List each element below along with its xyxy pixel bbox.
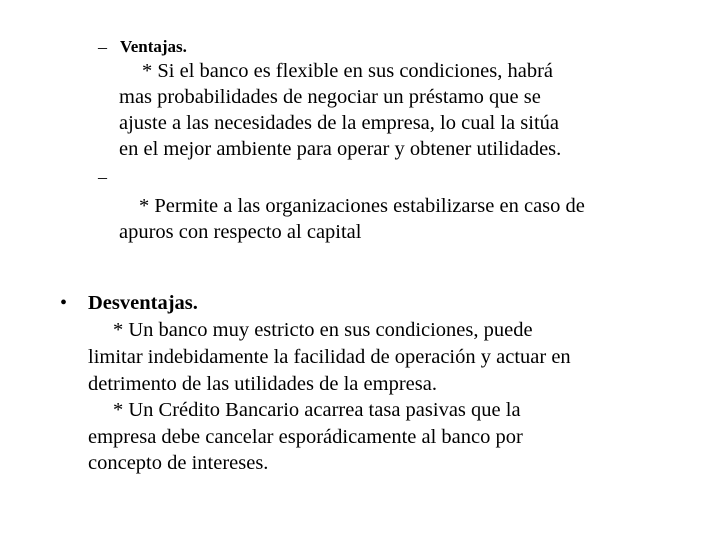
ventajas-paragraph-1-line-3: ajuste a las necesidades de la empresa, lo cual la sitúa bbox=[119, 112, 559, 134]
desventajas-heading: Desventajas. bbox=[88, 292, 198, 314]
desventajas-line-5: empresa debe cancelar esporádicamente al banco por bbox=[88, 426, 523, 448]
ventajas-dash-2: – bbox=[98, 167, 107, 187]
desventajas-line-6: concepto de intereses. bbox=[88, 452, 269, 474]
desventajas-line-1: * Un banco muy estricto en sus condiciones, puede bbox=[113, 319, 533, 341]
ventajas-dash: – bbox=[98, 37, 107, 57]
desventajas-line-2: limitar indebidamente la facilidad de operación y actuar en bbox=[88, 346, 571, 368]
desventajas-bullet: • bbox=[60, 292, 68, 314]
ventajas-heading: Ventajas. bbox=[120, 37, 187, 56]
ventajas-paragraph-2-line-1: * Permite a las organizaciones estabilizarse en caso de bbox=[139, 195, 585, 217]
ventajas-paragraph-2-line-2: apuros con respecto al capital bbox=[119, 221, 362, 243]
desventajas-line-3: detrimento de las utilidades de la empresa. bbox=[88, 373, 437, 395]
ventajas-paragraph-1-line-4: en el mejor ambiente para operar y obtener utilidades. bbox=[119, 138, 562, 160]
desventajas-line-4: * Un Crédito Bancario acarrea tasa pasivas que la bbox=[113, 399, 521, 421]
ventajas-paragraph-1-line-1: * Si el banco es flexible en sus condiciones, habrá bbox=[142, 60, 554, 82]
ventajas-paragraph-1-line-2: mas probabilidades de negociar un préstamo que se bbox=[119, 86, 541, 108]
